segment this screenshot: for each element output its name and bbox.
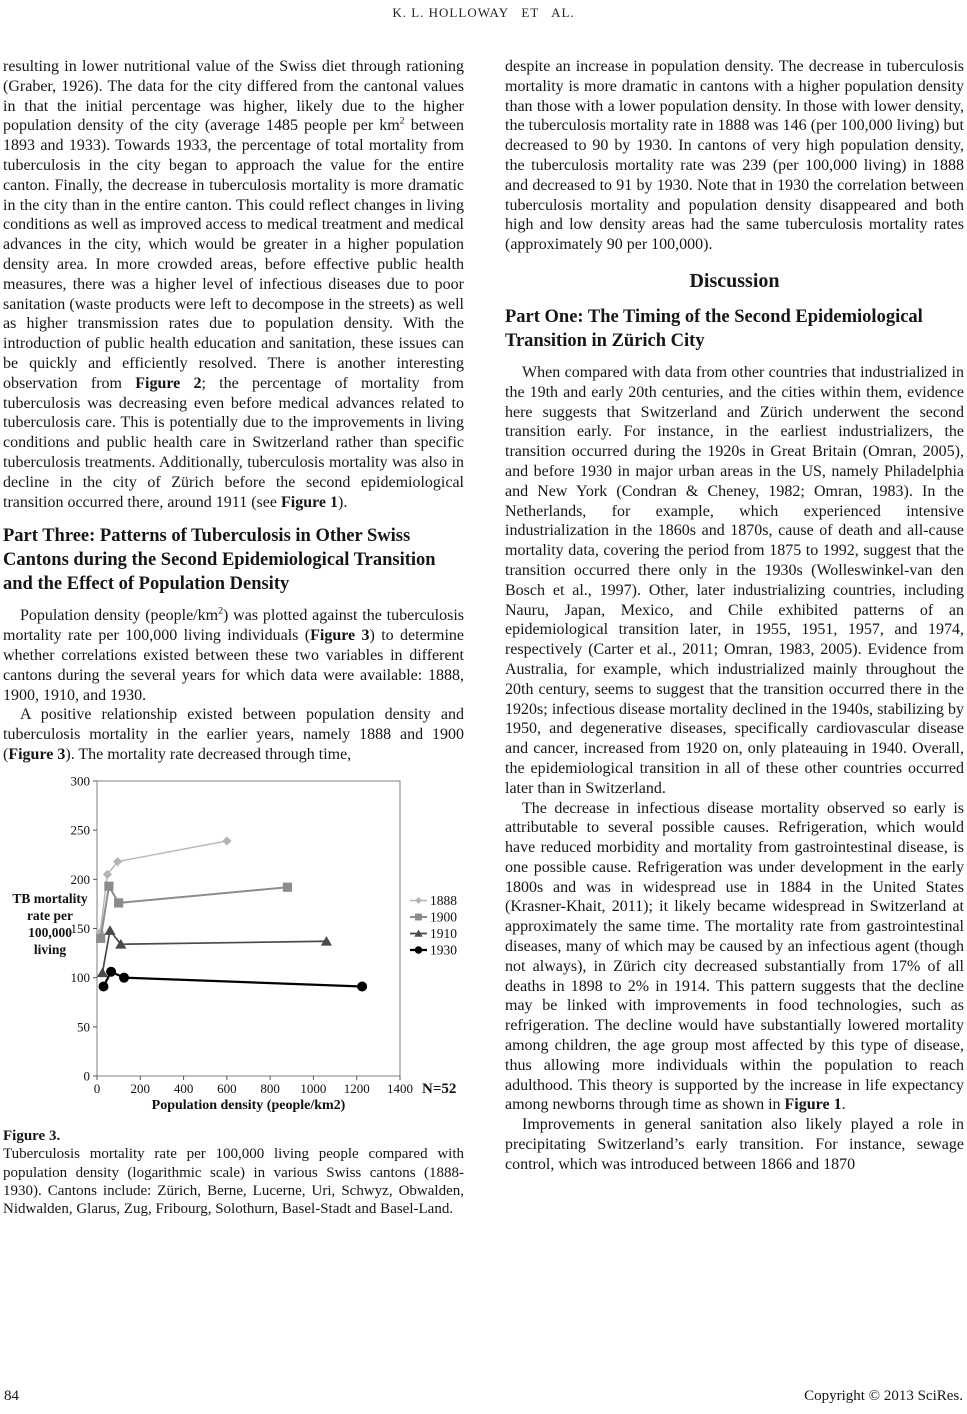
- legend-label: 1930: [430, 942, 457, 958]
- sample-size-annotation: N=52: [422, 1080, 457, 1097]
- paragraph: [3, 606, 464, 705]
- figure3-chart: [3, 775, 464, 1120]
- text-segment: ). The mortality rate decreased through time,: [65, 745, 352, 763]
- marker-circle: [106, 966, 116, 976]
- paragraph: [505, 363, 964, 799]
- legend-label: 1910: [430, 925, 457, 941]
- x-tick-label: 600: [217, 1080, 237, 1096]
- page-number: 84: [4, 1388, 19, 1404]
- svg-text:TB mortality: TB mortality: [12, 890, 88, 906]
- text-segment: resulting in lower nutritional value of the Swiss diet through rationing (Graber, 1926). The data for the city differed from the cantonal values in that the initial percentage was higher, likely due to the higher population density of the city (average 1485 people per km: [3, 58, 464, 135]
- paragraph: [3, 57, 464, 512]
- figure-caption-text: Tuberculosis mortality rate per 100,000 living people compared with population density (logarithmic scale) in various Swiss cantons (1888-1930). Cantons include: Zürich, Berne, Lucerne, Uri, Schwyz, Obwalden, Nidwalden, Glarus, Zug, Fribourg, Solothurn, Basel-Stadt and Basel-Land.: [3, 1146, 464, 1218]
- paragraph: [3, 705, 464, 764]
- marker-circle: [98, 981, 108, 991]
- text-segment: ) to determine whether correlations existed between these two variables in different cantons during the several years for which data were available: 1888, 1900, 1910, and 1930.: [3, 627, 464, 704]
- text-segment: Population density (people/km: [20, 607, 219, 625]
- x-tick-label: 1200: [343, 1080, 370, 1096]
- text-segment: Figure 2: [135, 374, 202, 392]
- paragraph: [505, 1115, 964, 1174]
- discussion-heading: Discussion: [689, 269, 780, 292]
- text-segment: despite an increase in population density. The decrease in tuberculosis mortality is more dramatic in cantons with a higher population density than those with a lower population density. In those with lower density, the tuberculosis mortality rate in 1888 was 146 (per 100,000 living) but decreased to 90 by 1930. In cantons of very high population density, the tuberculosis mortality rate was 239 (per 100,000 living) in 1888 and decreased to 91 by 1930. Note that in 1930 the correlation between tuberculosis mortality and population density disappeared and both high and low density areas had the same tuberculosis mortality rates (approximately 90 per 100,000).: [505, 58, 964, 254]
- y-tick-label: 0: [83, 1068, 90, 1084]
- text-segment: ; the percentage of mortality from tuberculosis was decreasing even before medical advances related to tuberculosis care. This is potentially due to the improvements in living conditions and public health care in Switzerland rather than specific tuberculosis treatments. Additionally, tuberculosis mortality was also in decline in the city of Zürich before the second epidemiological transition occurred there, around 1911 (see: [3, 374, 465, 511]
- text-segment: between 1893 and 1933). Towards 1933, the percentage of total mortality from tuberculosis in the city began to approach the value for the entire canton. Finally, the decrease in tuberculosis mortality is more dramatic in the city than in the entire canton. This could reflect changes in living conditions as well as improved access to medical treatment and medical advances in the city, which would be greater in a higher population density area. In more crowded areas, before effective public health measures, there was a higher level of infectious diseases due to poor sanitation (waste products were left to decompose in the streets) as well as higher transmission rates due to population density. With the introduction of public health education and sanitation, these issues can be quickly and efficiently resolved. There is another interesting observation from: [3, 117, 464, 392]
- marker-square: [415, 913, 422, 920]
- text-segment: Figure 1: [280, 493, 338, 511]
- text-segment: Figure 3: [310, 627, 370, 645]
- text-segment: .: [841, 1096, 846, 1114]
- copyright: Copyright © 2013 SciRes.: [804, 1388, 963, 1404]
- marker-circle: [119, 972, 129, 982]
- x-tick-label: 1000: [300, 1080, 327, 1096]
- legend-label: 1900: [430, 909, 457, 925]
- paragraph: [505, 57, 964, 255]
- x-tick-label: 1400: [387, 1080, 413, 1096]
- text-segment: Figure 3: [8, 745, 66, 763]
- svg-text:living: living: [33, 941, 67, 957]
- x-tick-label: 800: [260, 1080, 280, 1096]
- section-heading-part-three: Part Three: Patterns of Tuberculosis in Other Swiss Cantons during the Second Epidemiological Transition and the Effect of Population Density: [3, 526, 436, 595]
- x-tick-label: 200: [130, 1080, 151, 1096]
- left-column: [3, 57, 464, 1219]
- figure-3: [3, 775, 464, 1219]
- text-segment: 2: [399, 116, 405, 128]
- plot-area: [97, 781, 400, 1076]
- text-segment: ).: [338, 493, 348, 511]
- text-segment: A positive relationship existed between population density and tuberculosis mortality in the earlier years, namely 1888 and 1900 (: [3, 706, 464, 763]
- marker-square: [104, 881, 113, 890]
- marker-square: [114, 898, 123, 907]
- marker-circle: [415, 946, 423, 954]
- text-segment: The decrease in infectious disease mortality observed so early is attributable to several possible causes. Refrigeration, which would have reduced morbidity and mortality from gastrointestinal disease, is one possible cause. Refrigeration was under development in the early 1800s and was in widespread use in 1884 in the United States (Krasner-Khait, 2011); it likely became widespread in Switzerland at approximately the same time. The mortality rate from gastrointestinal diseases, many of which may be caused by an infectious agent (though not always), in Zürich city decreased substantially from 17% of all deaths in 1898 to 2% in 1914. This pattern suggests that the decline may be linked with improvements in food technologies, such as refrigeration. The decline would have substantially lowered mortality among children, the age group most affected by this type of disease, thus allowing more individuals within the population to reach adulthood. This theory is supported by the increase in life expectancy among newborns through time as shown in: [505, 799, 964, 1114]
- marker-circle: [357, 981, 367, 991]
- text-segment: Improvements in general sanitation also likely played a role in precipitating Switzerland’s early transition. For instance, sewage control, which was introduced between 1866 and 1870: [505, 1116, 964, 1173]
- marker-diamond: [415, 897, 422, 904]
- y-tick-label: 150: [70, 920, 90, 936]
- figure-caption: [3, 1127, 464, 1219]
- x-tick-label: 400: [173, 1080, 194, 1096]
- page-footer: [4, 1388, 963, 1405]
- marker-square: [283, 882, 292, 891]
- chart-legend: [410, 893, 457, 958]
- y-tick-label: 50: [77, 1019, 90, 1035]
- y-tick-label: 100: [70, 969, 90, 985]
- svg-text:rate per: rate per: [26, 907, 74, 923]
- marker-square: [96, 933, 105, 942]
- text-segment: When compared with data from other countries that industrialized in the 19th and early 20th centuries, and the cities within them, evidence here suggests that Switzerland and Zürich underwent the second transition early. For instance, in the earliest industrializers, the transition occurred during the 1920s in Great Britain (Omran, 2005), and before 1930 in major urban areas in the US, namely Philadelphia and New York (Condran & Cheney, 1982; Omran, 1983). In the Netherlands, for example, which experienced intensive industrialization in the 1860s and 1870s, cause of death and all-cause mortality data, covering the period from 1875 to 1992, suggest that the transition occurred there only in the 1930s (Wolleswinkel-van den Bosch et al., 1997). Other, later industrializing countries, including Nauru, Japan, Mexico, and Chile exhibited patterns of an epidemiological transition later, in 1955, 1951, 1957, and 1974, respectively (Carter et al., 2011; Omran, 1983, 2005). Evidence from Australia, for example, which industrialized mainly throughout the 20th century, seems to suggest that the transition occurred there in the 1920s; infectious disease mortality declined in the 1940s, stabilizing by 1950, and degenerative diseases, specifically cardiovascular disease and cancer, increased from 1920 on, only plateauing in 1940. Overall, the epidemiological transition in all of these other countries occurred later than in Switzerland.: [505, 363, 964, 797]
- paragraph: [505, 799, 964, 1116]
- text-segment: ) was plotted against the tuberculosis mortality rate per 100,000 living individuals (: [3, 607, 464, 645]
- text-segment: Figure 1: [784, 1096, 842, 1114]
- y-tick-label: 300: [70, 774, 90, 789]
- legend-label: 1888: [430, 892, 457, 908]
- svg-text:100,000: 100,000: [28, 924, 72, 940]
- two-column-layout: [0, 57, 967, 1219]
- x-axis-title: Population density (people/km2): [151, 1097, 346, 1113]
- section-heading-part-one: Part One: The Timing of the Second Epidemiological Transition in Zürich City: [505, 306, 923, 351]
- running-head: K. L. HOLLOWAY ET AL.: [392, 5, 575, 20]
- y-tick-label: 250: [70, 822, 90, 838]
- figure-caption-label: Figure 3.: [3, 1127, 61, 1144]
- right-column: [505, 57, 964, 1219]
- y-tick-label: 200: [70, 871, 90, 887]
- text-segment: 2: [218, 606, 224, 617]
- x-tick-label: 0: [93, 1080, 101, 1096]
